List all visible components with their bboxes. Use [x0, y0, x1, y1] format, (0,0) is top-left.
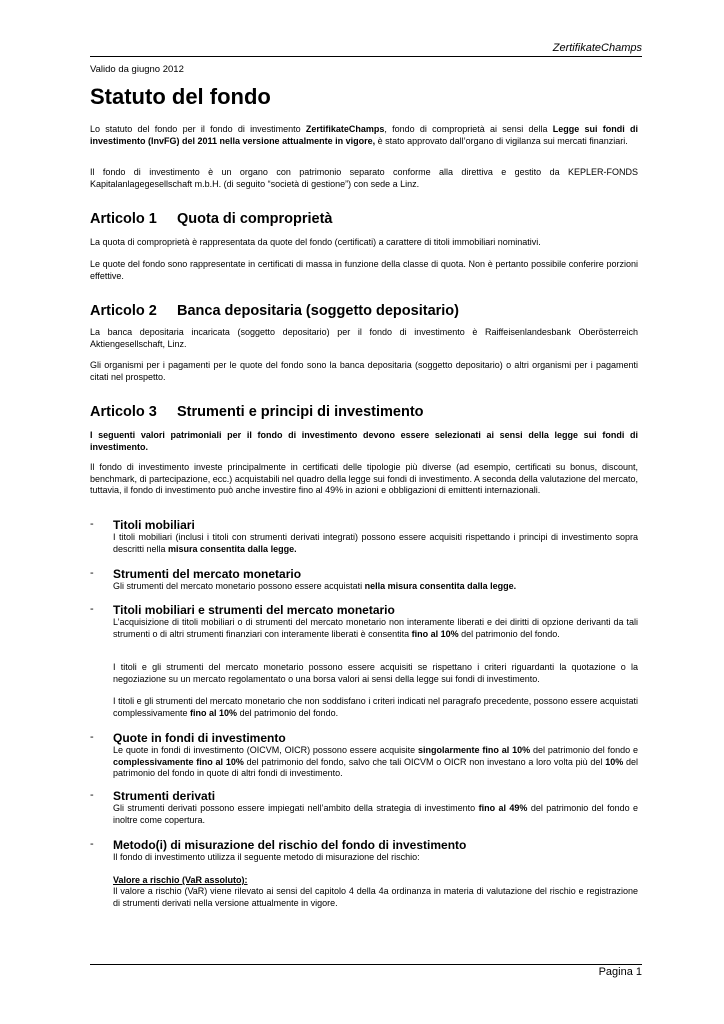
- intro-paragraph-2: Il fondo di investimento è un organo con patrimonio separato conforme alla direttiva e gestito da KEPLER-FONDS Kapitalanlagegesellschaft m.b.H. (di seguito “società di gestione”) con sede a Linz.: [90, 167, 638, 189]
- header-brand: ZertifikateChamps: [552, 42, 642, 54]
- titoli-e-strumenti-paragraph-2: I titoli e gli strumenti del mercato monetario possono essere acquisiti se rispettano i criteri riguardanti la quotazione o la negoziazione su un mercato regolamentato o una borsa valori ai sensi della legge sui fondi di investimento.: [113, 662, 638, 684]
- article-3-lead: I seguenti valori patrimoniali per il fondo di investimento devono essere selezionati ai sensi della legge sui fondi di investimento.: [90, 430, 638, 452]
- valid-from: Valido da giugno 2012: [90, 64, 184, 75]
- list-dash: -: [90, 567, 94, 579]
- subheading-misurazione-rischio: Metodo(i) di misurazione del rischio del fondo di investimento: [113, 838, 467, 852]
- misurazione-rischio-text: Il fondo di investimento utilizza il seguente metodo di misurazione del rischio:: [113, 852, 420, 862]
- subheading-quote-fondi: Quote in fondi di investimento: [113, 731, 286, 745]
- article-2-paragraph-1: La banca depositaria incaricata (soggetto depositario) per il fondo di investimento è Raiffeisenlandesbank Oberösterreich Aktiengesellschaft, Linz.: [90, 327, 638, 349]
- subheading-titoli-e-strumenti: Titoli mobiliari e strumenti del mercato monetario: [113, 603, 395, 617]
- list-dash: -: [90, 518, 94, 530]
- list-dash: -: [90, 789, 94, 801]
- subheading-strumenti-derivati: Strumenti derivati: [113, 789, 216, 803]
- var-assoluto-heading: Valore a rischio (VaR assoluto):: [113, 875, 248, 885]
- titoli-e-strumenti-paragraph-3: I titoli e gli strumenti del mercato monetario che non soddisfano i criteri indicati nel paragrafo precedente, possono essere acquistati complessivamente fino al 10% del patrimonio del fondo.: [113, 696, 638, 718]
- subheading-titoli-mobiliari: Titoli mobiliari: [113, 518, 195, 532]
- page-number: Pagina 1: [598, 966, 642, 978]
- subheading-mercato-monetario: Strumenti del mercato monetario: [113, 567, 302, 581]
- article-2-paragraph-2: Gli organismi per i pagamenti per le quote del fondo sono la banca depositaria (soggetto depositario) o altri organismi per i pagamenti citati nel prospetto.: [90, 360, 638, 382]
- list-dash: -: [90, 731, 94, 743]
- list-dash: -: [90, 838, 94, 850]
- mercato-monetario-text: Gli strumenti del mercato monetario possono essere acquistati nella misura consentita dalla legge.: [113, 581, 517, 591]
- article-3-paragraph-1: Il fondo di investimento investe principalmente in certificati delle tipologie più diverse (ad esempio, certificati su bonus, discount, benchmark, di partecipazione, ecc.) acquistabili nel quadro della legge sui fondi di investimento. A seconda della valutazione del mercato, tuttavia, il fondo di investimento può anche investire fino al 49% in azioni e obbligazioni di emittenti internazionali.: [90, 462, 638, 496]
- article-2-heading: Articolo 2 Banca depositaria (soggetto depositario): [90, 303, 459, 319]
- list-dash: -: [90, 603, 94, 615]
- titoli-e-strumenti-paragraph-1: L’acquisizione di titoli mobiliari o di strumenti del mercato monetario non interamente liberati e dei diritti di opzione derivanti da tali strumenti o di altri strumenti finanziari con interamente liberati è consentita fino al 10% del patrimonio del fondo.: [113, 617, 638, 639]
- footer-rule: [90, 964, 642, 965]
- article-1-paragraph-1: La quota di comproprietà è rappresentata da quote del fondo (certificati) a carattere di titoli immobiliari nominativi.: [90, 237, 541, 247]
- var-assoluto-text: Il valore a rischio (VaR) viene rilevato ai sensi del capitolo 4 della 4a ordinanza in materia di valutazione del rischio e registrazione di strumenti derivati nella versione attualmente in vigore.: [113, 886, 638, 908]
- titoli-mobiliari-text: I titoli mobiliari (inclusi i titoli con strumenti derivati integrati) possono essere acquisiti rispettando i principi di investimento sopra descritti nella misura consentita dalla legge.: [113, 532, 638, 554]
- strumenti-derivati-text: Gli strumenti derivati possono essere impiegati nell’ambito della strategia di investimento fino al 49% del patrimonio del fondo e inoltre come copertura.: [113, 803, 639, 825]
- article-1-paragraph-2: Le quote del fondo sono rappresentate in certificati di massa in funzione della classe di quota. Non è pertanto possibile conferire porzioni effettive.: [90, 259, 638, 281]
- header-rule: [90, 56, 642, 57]
- quote-fondi-text: Le quote in fondi di investimento (OICVM, OICR) possono essere acquisite singolarmente fino al 10% del patrimonio del fondo e complessivamente fino al 10% del patrimonio del fondo, salvo che tali OICVM o OICR non investano a loro volta più del 10% del patrimonio del fondo in quote di altri fondi di investimento.: [113, 745, 638, 779]
- page-title: Statuto del fondo: [90, 84, 271, 109]
- article-3-heading: Articolo 3 Strumenti e principi di investimento: [90, 404, 424, 420]
- intro-paragraph-1: Lo statuto del fondo per il fondo di investimento ZertifikateChamps, fondo di comproprietà ai sensi della Legge sui fondi di investimento (InvFG) del 2011 nella versione attualmente in vigore, è stato approvato dall’organo di vigilanza sui mercati finanziari.: [90, 124, 638, 146]
- article-1-heading: Articolo 1 Quota di comproprietà: [90, 211, 333, 227]
